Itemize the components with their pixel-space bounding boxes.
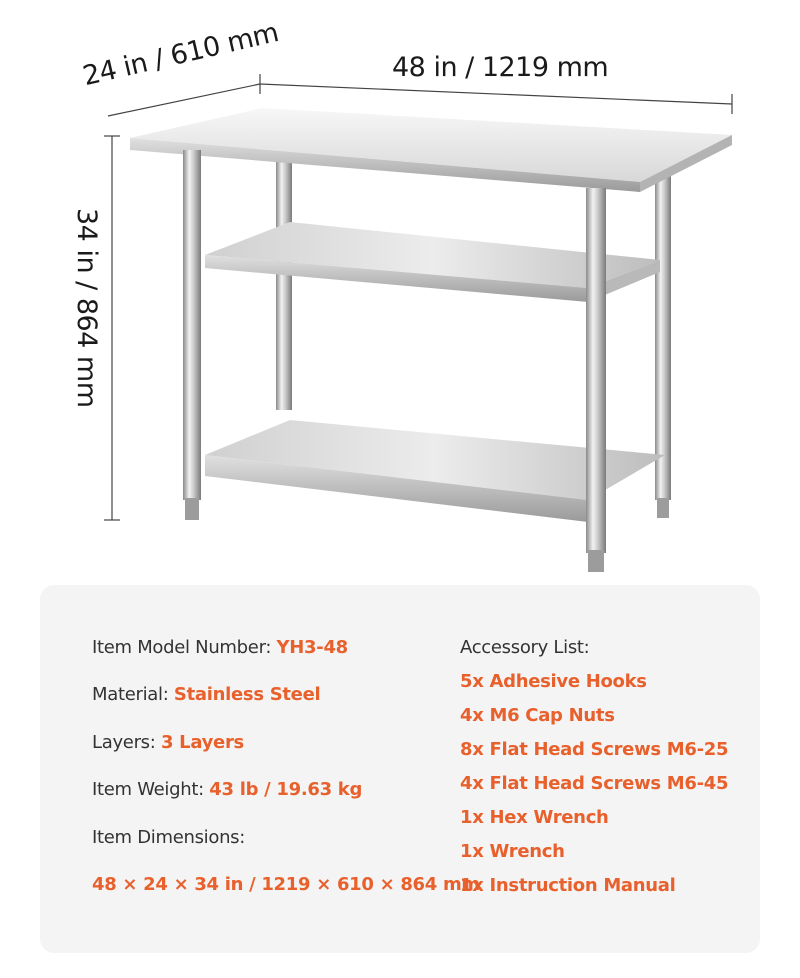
height-dimension-label: 34 in / 864 mm: [71, 208, 102, 408]
material-value: Stainless Steel: [173, 684, 321, 705]
accessory-item: 4x Flat Head Screws M6-45: [460, 773, 729, 794]
dimensions-label: Item Dimensions:: [92, 827, 246, 848]
accessory-item: 5x Adhesive Hooks: [460, 671, 647, 692]
accessory-item: 1x Wrench: [460, 841, 565, 862]
front-right-leg: [586, 188, 606, 553]
material-label: Material:: [92, 684, 169, 705]
weight-row: [92, 779, 362, 800]
front-left-leg: [183, 150, 201, 500]
specs-panel: [40, 585, 760, 953]
weight-label: Item Weight:: [92, 779, 204, 800]
back-left-leg: [276, 160, 292, 410]
back-right-foot: [657, 498, 669, 518]
dimensions-row: [92, 874, 480, 895]
model-number-label: Item Model Number:: [92, 637, 272, 658]
model-number-row: [92, 637, 348, 658]
layers-value: 3 Layers: [160, 732, 244, 753]
weight-value: 43 lb / 19.63 kg: [209, 779, 363, 800]
layers-label: Layers:: [92, 732, 156, 753]
front-right-foot: [588, 550, 604, 572]
layers-row: [92, 732, 244, 753]
accessory-item: 1x Hex Wrench: [460, 807, 609, 828]
accessory-list-title: Accessory List:: [460, 637, 590, 658]
accessory-item: 1x Instruction Manual: [460, 875, 676, 896]
model-number-value: YH3-48: [276, 637, 348, 658]
front-left-foot: [185, 498, 199, 520]
width-dimension-label: 48 in / 1219 mm: [392, 52, 609, 83]
back-right-leg: [655, 175, 671, 500]
material-row: [92, 684, 320, 705]
dimensions-value: 48 × 24 × 34 in / 1219 × 610 × 864 mm: [92, 874, 480, 895]
accessory-item: 4x M6 Cap Nuts: [460, 705, 615, 726]
accessory-item: 8x Flat Head Screws M6-25: [460, 739, 729, 760]
depth-dimension-label: 24 in / 610 mm: [80, 17, 282, 93]
